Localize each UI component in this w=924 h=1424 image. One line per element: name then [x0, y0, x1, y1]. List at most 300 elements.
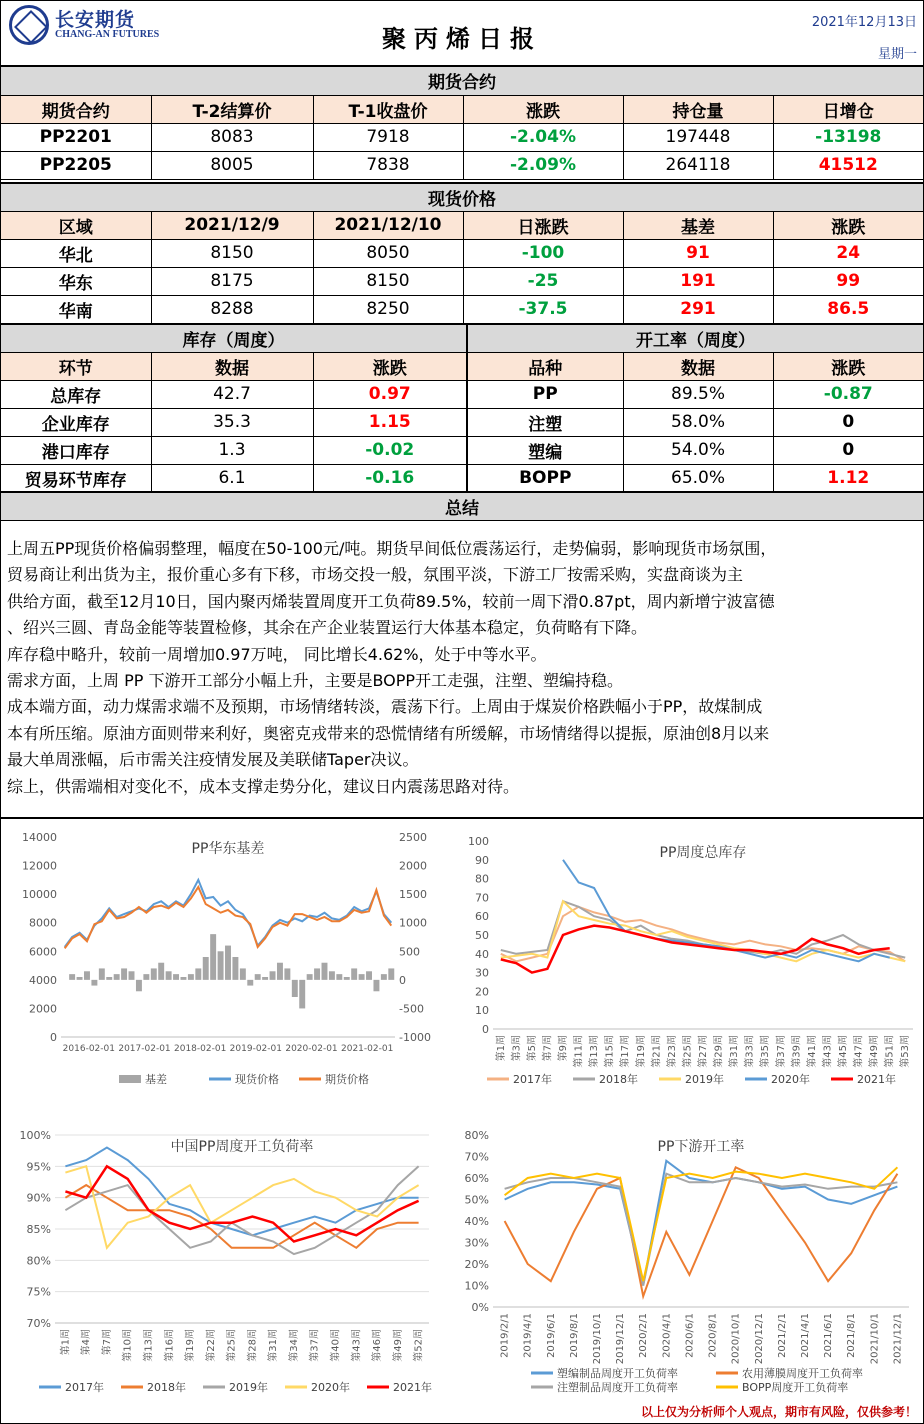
legend-label: 期货价格	[325, 1073, 369, 1086]
bar-basis	[99, 968, 105, 979]
x-tick-label: 第22周	[205, 1329, 217, 1362]
daily-change: -25	[463, 267, 623, 295]
x-tick-label: 第41周	[806, 1035, 818, 1068]
col-header: 日涨跌	[463, 211, 623, 239]
x-tick-label: 第1周	[60, 1329, 72, 1356]
series-line-2	[65, 1166, 418, 1254]
inventory-section-title: 库存（周度）	[1, 324, 467, 352]
x-tick-label: 2021/6/1	[823, 1313, 835, 1358]
bar-basis	[255, 974, 261, 980]
x-tick-label: 2020/2/1	[638, 1313, 650, 1358]
y-tick-label: 70	[475, 891, 489, 905]
bar-basis	[84, 971, 90, 980]
bar-basis	[188, 974, 194, 980]
series-line-0	[501, 907, 905, 962]
y-tick-label: 14000	[22, 831, 57, 844]
inventory-value: 42.7	[151, 380, 313, 408]
settle-price: 8083	[151, 123, 313, 151]
chart-downstream	[461, 1121, 917, 1399]
bar-basis	[314, 968, 320, 979]
summary-line: 供给方面，截至12月10日，国内聚丙烯装置周度开工负荷89.5%，较前一周下滑0.87pt，周内新增宁波富德	[7, 591, 775, 611]
x-tick-label: 第47周	[853, 1035, 865, 1068]
inventory-change: -0.02	[313, 436, 467, 464]
spot-price: 8288	[151, 295, 313, 323]
report-header	[1, 1, 923, 67]
operating-section-title: 开工率（周度）	[467, 324, 923, 352]
x-tick-label: 2021/4/1	[800, 1313, 811, 1358]
bar-basis	[158, 963, 164, 980]
summary-title-table	[1, 491, 923, 521]
bar-basis	[277, 963, 283, 980]
close-price: 7918	[313, 123, 463, 151]
inventory-section-title-row	[1, 324, 923, 352]
open-interest: 264118	[623, 151, 773, 179]
x-tick-label: 2020/8/1	[707, 1313, 719, 1358]
bar-basis	[218, 951, 224, 980]
contract-name: PP2201	[1, 123, 151, 151]
y-tick-label: 12000	[22, 859, 57, 873]
legend-label: 2019年	[229, 1381, 268, 1394]
y-tick-label: 0	[50, 1031, 57, 1044]
x-tick-label: 第25周	[226, 1329, 238, 1362]
change-value: -2.04%	[463, 123, 623, 151]
chart-basis	[9, 827, 449, 1091]
x-tick-label: 2020/12/1	[753, 1313, 765, 1365]
x-tick-label: 2021/12/1	[892, 1313, 904, 1365]
y-tick-label: 80%	[464, 1129, 489, 1142]
operating-rate: 65.0%	[623, 464, 773, 492]
table-row	[1, 436, 923, 464]
settle-price: 8005	[151, 151, 313, 179]
x-tick-label: 第46周	[372, 1329, 384, 1362]
inventory-change: 0.97	[313, 380, 467, 408]
table-row	[1, 123, 923, 151]
daily-oi-change: 41512	[773, 151, 923, 179]
y2-tick-label: 0	[399, 973, 406, 987]
chart-basis-svg	[9, 827, 449, 1091]
legend-swatch	[119, 1075, 141, 1083]
bar-basis	[284, 968, 290, 979]
table-row	[1, 295, 923, 323]
close-price: 7838	[313, 151, 463, 179]
x-tick-label: 第19周	[185, 1329, 197, 1362]
x-tick-label: 第28周	[247, 1329, 259, 1362]
x-tick-label: 第43周	[822, 1035, 834, 1068]
spot-price: 8050	[313, 239, 463, 267]
series-line-1	[65, 880, 392, 947]
chart-title: PP华东基差	[191, 841, 265, 857]
spot-header-row	[1, 211, 923, 239]
bar-basis	[173, 974, 179, 980]
series-line-0	[65, 1148, 418, 1236]
spot-price: 8175	[151, 267, 313, 295]
y-tick-label: 40	[475, 947, 489, 961]
col-header: 日增仓	[773, 95, 923, 123]
summary-line: 最大单周涨幅，后市需关注疫情发展及美联储Taper决议。	[7, 750, 419, 770]
legend-label: 2020年	[311, 1381, 350, 1394]
product-name: 注塑	[467, 408, 623, 436]
spot-price: 8150	[313, 267, 463, 295]
legend-label: 基差	[145, 1073, 167, 1086]
col-header: 环节	[1, 352, 151, 380]
legend-label: 2021年	[393, 1381, 432, 1394]
bar-basis	[359, 974, 365, 980]
bar-basis	[262, 977, 268, 980]
bar-basis	[151, 968, 157, 979]
y-tick-label: 75%	[26, 1285, 51, 1299]
bar-basis	[270, 971, 276, 980]
bar-basis	[344, 977, 350, 980]
x-tick-label: 第17周	[620, 1035, 632, 1068]
spot-section-title: 现货价格	[1, 183, 923, 211]
bar-basis	[69, 974, 75, 980]
bar-basis	[336, 974, 342, 980]
x-tick-label: 第13周	[143, 1329, 155, 1362]
basis-change: 99	[773, 267, 923, 295]
legend-label: 2018年	[147, 1381, 186, 1394]
x-tick-label: 2020-02-01	[285, 1044, 338, 1054]
col-header: 涨跌	[313, 352, 467, 380]
company-name-en: CHANG-AN FUTURES	[55, 29, 160, 40]
series-line-4	[501, 926, 890, 973]
report-date: 2021年12月13日	[811, 15, 917, 30]
summary-line: 贸易商让利出货为主，报价重心多有下移，市场交投一般，氛围平淡，下游工厂按需采购，实盘商谈为主	[7, 565, 744, 585]
x-tick-label: 第13周	[589, 1035, 601, 1068]
y-tick-label: 50	[475, 929, 489, 942]
bar-basis	[203, 957, 209, 980]
col-header: T-2结算价	[151, 95, 313, 123]
y-tick-label: 95%	[26, 1160, 51, 1174]
table-row	[1, 464, 923, 492]
region-name: 华南	[1, 295, 151, 323]
y-tick-label: 6000	[29, 945, 57, 959]
x-tick-label: 2019/12/1	[615, 1313, 627, 1365]
legend-label: 2018年	[599, 1073, 638, 1086]
x-tick-label: 第34周	[288, 1329, 300, 1362]
summary-line: 本有所压缩。原油方面则带来利好，奥密克戎带来的恐慌情绪有所缓解，市场情绪得以提振，原油创8月以来	[7, 723, 770, 743]
contract-name: PP2205	[1, 151, 151, 179]
y-tick-label: 2000	[29, 1002, 57, 1016]
x-tick-label: 2019/8/1	[568, 1313, 580, 1358]
x-tick-label: 第39周	[791, 1035, 803, 1068]
summary-line: 综上，供需端相对变化不，成本支撑走势分化，建议日内震荡思路对待。	[7, 776, 520, 796]
chart-title: PP周度总库存	[659, 845, 747, 861]
x-tick-label: 第45周	[838, 1035, 849, 1068]
region-name: 华北	[1, 239, 151, 267]
operating-change: 0	[773, 436, 923, 464]
x-tick-label: 第5周	[526, 1035, 538, 1062]
bar-basis	[373, 980, 379, 991]
operating-rate: 89.5%	[623, 380, 773, 408]
x-tick-label: 第16周	[164, 1329, 176, 1362]
bar-basis	[366, 971, 372, 980]
chart-operating-rate	[9, 1121, 449, 1399]
change-value: -2.09%	[463, 151, 623, 179]
y-tick-label: 90	[475, 853, 489, 867]
x-tick-label: 2021-02-01	[341, 1044, 394, 1054]
operating-change: -0.87	[773, 380, 923, 408]
inventory-value: 1.3	[151, 436, 313, 464]
region-name: 华东	[1, 267, 151, 295]
x-tick-label: 2021/2/1	[776, 1313, 788, 1358]
company-name-cn: 长安期货	[55, 9, 136, 31]
operating-rate: 58.0%	[623, 408, 773, 436]
y-tick-label: 80%	[26, 1254, 51, 1268]
product-name: BOPP	[467, 464, 623, 492]
series-line-3	[505, 1167, 898, 1281]
bar-basis	[322, 963, 328, 980]
bar-basis	[351, 968, 357, 979]
col-header: 2021/12/10	[313, 211, 463, 239]
x-tick-label: 2020/4/1	[661, 1313, 673, 1358]
inventory-change: -0.16	[313, 464, 467, 492]
basis-change: 24	[773, 239, 923, 267]
x-tick-label: 第7周	[101, 1329, 113, 1356]
summary-line: 成本端方面，动力煤需求端不及预期，市场情绪转淡，震荡下行。上周由于煤炭价格跌幅小于PP，故煤制成	[7, 697, 763, 717]
x-tick-label: 第10周	[122, 1329, 134, 1362]
bar-basis	[166, 971, 172, 980]
y2-tick-label: 2000	[399, 859, 427, 873]
summary-text	[1, 519, 923, 819]
table-row	[1, 380, 923, 408]
x-tick-label: 2016-02-01	[62, 1044, 115, 1054]
report-title: 聚丙烯日报	[382, 25, 542, 53]
bar-basis	[329, 971, 335, 980]
col-header: T-1收盘价	[313, 95, 463, 123]
bar-basis	[225, 946, 231, 980]
bar-basis	[307, 974, 313, 980]
series-line-1	[505, 1167, 898, 1296]
col-header: 持仓量	[623, 95, 773, 123]
bar-basis	[143, 974, 149, 980]
summary-line: 上周五PP现货价格偏弱整理，幅度在50-100元/吨。期货早间低位震荡运行，走势偏弱，影响现货市场氛围，	[7, 539, 777, 558]
legend-label: 塑编制品周度开工负荷率	[557, 1367, 678, 1380]
x-tick-label: 第21周	[651, 1035, 663, 1068]
bar-basis	[388, 968, 394, 979]
y-tick-label: 60	[475, 910, 489, 924]
inventory-change: 1.15	[313, 408, 467, 436]
x-tick-label: 第53周	[900, 1035, 912, 1068]
x-tick-label: 2021/8/1	[846, 1313, 858, 1358]
col-header: 基差	[623, 211, 773, 239]
y-tick-label: 90%	[26, 1191, 51, 1205]
legend-label: 现货价格	[235, 1073, 279, 1086]
x-tick-label: 第4周	[81, 1329, 93, 1356]
x-tick-label: 第23周	[666, 1035, 678, 1068]
basis-value: 91	[623, 239, 773, 267]
x-tick-label: 第29周	[713, 1035, 725, 1068]
y2-tick-label: 1000	[399, 916, 427, 930]
y2-tick-label: 1500	[399, 888, 427, 902]
x-tick-label: 2019/2/1	[499, 1313, 511, 1358]
operating-change: 0	[773, 408, 923, 436]
footer-disclaimer: 以上仅为分析师个人观点，期市有风险，仅供参考！	[640, 1405, 917, 1419]
y-tick-label: 85%	[26, 1223, 51, 1236]
bar-basis	[195, 968, 201, 979]
x-tick-label: 2021/10/1	[869, 1313, 881, 1365]
x-tick-label: 第31周	[729, 1035, 741, 1068]
x-tick-label: 第37周	[775, 1035, 787, 1068]
x-tick-label: 2020/6/1	[684, 1313, 696, 1358]
y-tick-label: 50%	[464, 1193, 489, 1207]
col-header: 数据	[151, 352, 313, 380]
bar-basis	[180, 977, 186, 980]
x-tick-label: 第7周	[542, 1035, 554, 1062]
col-header: 品种	[467, 352, 623, 380]
legend-label: 注塑制品周度开工负荷率	[557, 1381, 678, 1394]
x-tick-label: 2019-02-01	[229, 1044, 282, 1054]
x-tick-label: 第37周	[309, 1329, 321, 1362]
operating-rate: 54.0%	[623, 436, 773, 464]
basis-value: 291	[623, 295, 773, 323]
bar-basis	[121, 968, 127, 979]
table-row	[1, 408, 923, 436]
x-tick-label: 第40周	[330, 1329, 342, 1362]
y-tick-label: 70%	[26, 1317, 51, 1330]
x-tick-label: 第15周	[604, 1035, 616, 1068]
bar-basis	[77, 977, 83, 980]
bar-basis	[129, 971, 135, 980]
y2-tick-label: -1000	[399, 1031, 431, 1044]
y-tick-label: 20%	[464, 1258, 489, 1271]
y-tick-label: 100%	[19, 1129, 51, 1142]
summary-line: 、绍兴三圆、青岛金能等装置检修，其余在产企业装置运行大体基本稳定，负荷略有下降。	[7, 618, 648, 638]
col-header: 区域	[1, 211, 151, 239]
x-tick-label: 第49周	[869, 1035, 881, 1068]
y2-tick-label: 2500	[399, 831, 427, 844]
inventory-item: 贸易环节库存	[1, 464, 151, 492]
bar-basis	[247, 980, 253, 986]
spot-table	[1, 182, 923, 324]
table-row	[1, 239, 923, 267]
inventory-operating-table	[1, 323, 923, 493]
inventory-item: 企业库存	[1, 408, 151, 436]
y-tick-label: 10	[475, 1004, 489, 1018]
chart-downstream-svg	[461, 1121, 917, 1399]
x-tick-label: 第25周	[682, 1035, 694, 1068]
spot-price: 8150	[151, 239, 313, 267]
chart-inventory-svg	[467, 827, 917, 1091]
spot-price: 8250	[313, 295, 463, 323]
x-tick-label: 第27周	[698, 1035, 709, 1068]
col-header: 期货合约	[1, 95, 151, 123]
x-tick-label: 2020/10/1	[730, 1313, 742, 1365]
futures-header-row	[1, 95, 923, 123]
table-row	[1, 267, 923, 295]
daily-change: -100	[463, 239, 623, 267]
chart-title: PP下游开工率	[657, 1139, 745, 1155]
inventory-value: 6.1	[151, 464, 313, 492]
bar-basis	[240, 968, 246, 979]
bar-basis	[106, 977, 112, 980]
col-header: 涨跌	[773, 352, 923, 380]
y-tick-label: 10%	[464, 1279, 489, 1293]
product-name: PP	[467, 380, 623, 408]
legend-label: 2020年	[771, 1073, 810, 1086]
x-tick-label: 第43周	[351, 1329, 363, 1362]
operating-change: 1.12	[773, 464, 923, 492]
y-tick-label: 80	[475, 872, 489, 886]
daily-change: -37.5	[463, 295, 623, 323]
legend-label: 2021年	[857, 1073, 896, 1086]
y-tick-label: 8000	[29, 916, 57, 930]
chart-inventory	[467, 827, 917, 1091]
y-tick-label: 0%	[471, 1301, 489, 1314]
y-tick-label: 0	[482, 1023, 489, 1036]
y-tick-label: 4000	[29, 973, 57, 987]
legend-label: 2017年	[65, 1381, 104, 1394]
x-tick-label: 第51周	[884, 1035, 896, 1068]
x-tick-label: 第11周	[573, 1035, 585, 1068]
col-header: 数据	[623, 352, 773, 380]
bar-basis	[292, 980, 298, 997]
x-tick-label: 第9周	[558, 1035, 569, 1062]
daily-oi-change: -13198	[773, 123, 923, 151]
x-tick-label: 第3周	[511, 1035, 523, 1062]
x-tick-label: 2019/10/1	[592, 1313, 603, 1365]
x-tick-label: 第33周	[744, 1035, 756, 1068]
bar-basis	[210, 934, 216, 980]
y-tick-label: 30%	[464, 1236, 489, 1250]
summary-section-title: 总结	[1, 492, 923, 520]
basis-value: 191	[623, 267, 773, 295]
chart-title: 中国PP周度开工负荷率	[170, 1139, 314, 1155]
col-header: 涨跌	[773, 211, 923, 239]
bar-basis	[136, 980, 142, 991]
x-tick-label: 2018-02-01	[174, 1044, 227, 1054]
y-tick-label: 70%	[464, 1150, 489, 1164]
x-tick-label: 2019/4/1	[522, 1313, 534, 1358]
summary-line: 库存稳中略升，较前一周增加0.97万吨， 同比增长4.62%，处于中等水平。	[7, 644, 547, 664]
inventory-item: 港口库存	[1, 436, 151, 464]
report-weekday: 星期一	[877, 47, 917, 62]
product-name: 塑编	[467, 436, 623, 464]
x-tick-label: 第35周	[760, 1035, 772, 1068]
y-tick-label: 10000	[22, 888, 57, 902]
legend-label: 2019年	[685, 1073, 724, 1086]
x-tick-label: 第1周	[495, 1035, 507, 1062]
basis-change: 86.5	[773, 295, 923, 323]
y-tick-label: 100	[468, 835, 489, 848]
bar-basis	[114, 974, 120, 980]
legend-label: 2017年	[513, 1073, 552, 1086]
inventory-item: 总库存	[1, 380, 151, 408]
bar-basis	[381, 974, 387, 980]
legend-label: 农用薄膜周度开工负荷率	[742, 1367, 863, 1380]
col-header: 涨跌	[463, 95, 623, 123]
y-tick-label: 30	[475, 966, 489, 980]
y-tick-label: 40%	[464, 1215, 489, 1228]
bar-basis	[299, 980, 305, 1009]
y-tick-label: 20	[475, 985, 489, 999]
bar-basis	[232, 957, 238, 980]
y-tick-label: 60%	[464, 1172, 489, 1185]
y2-tick-label: -500	[399, 1002, 424, 1016]
x-tick-label: 第31周	[268, 1329, 280, 1362]
legend-label: BOPP周度开工负荷率	[742, 1381, 849, 1394]
x-tick-label: 第52周	[413, 1329, 425, 1362]
inventory-header-row	[1, 352, 923, 380]
x-tick-label: 2017-02-01	[118, 1044, 171, 1054]
bar-basis	[91, 980, 97, 986]
x-tick-label: 第19周	[635, 1035, 647, 1068]
inventory-value: 35.3	[151, 408, 313, 436]
x-tick-label: 2019/6/1	[545, 1313, 557, 1358]
table-row	[1, 151, 923, 179]
futures-table	[1, 67, 923, 180]
col-header: 2021/12/9	[151, 211, 313, 239]
open-interest: 197448	[623, 123, 773, 151]
